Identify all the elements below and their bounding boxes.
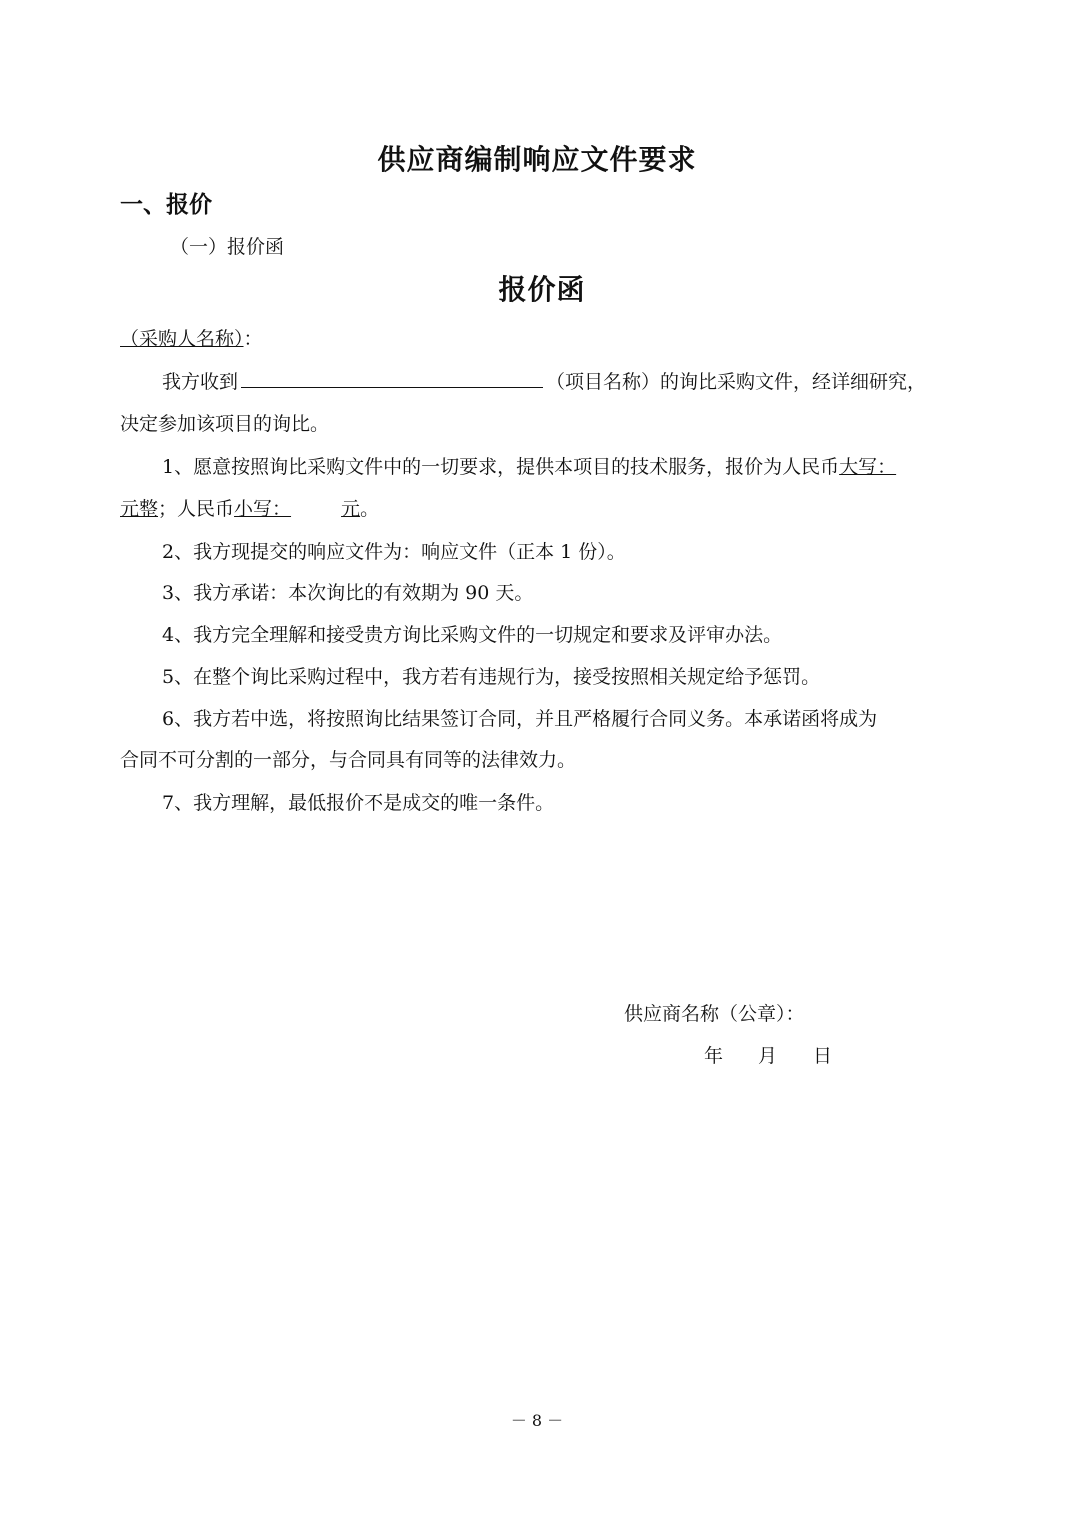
page-number: － 8 －: [510, 1411, 564, 1430]
intro-text-a: 我方收到: [162, 371, 239, 393]
date-day: 日: [813, 1045, 833, 1067]
item-4: 4、我方完全理解和接受贵方询比采购文件的一切规定和要求及评审办法。: [162, 624, 783, 646]
intro-paragraph-line1: [162, 368, 926, 396]
item-6-line2: 合同不可分割的一部分，与合同具有同等的法律效力。: [120, 749, 577, 771]
intro-text-b: （项目名称）的询比采购文件，经详细研究，: [546, 371, 927, 393]
recipient-line: [120, 325, 263, 353]
item-1-period: 。: [360, 498, 380, 520]
item-5: 5、在整个询比采购过程中，我方若有违规行为，接受按照相关规定给予惩罚。: [162, 666, 821, 688]
project-name-blank: [241, 369, 543, 388]
amount-lowercase-unit: 元: [341, 498, 361, 520]
item-1-line2: [120, 495, 379, 523]
date-year: 年: [704, 1045, 724, 1067]
item-7: 7、我方理解，最低报价不是成交的唯一条件。: [162, 792, 555, 814]
amount-uppercase-unit: 元整: [120, 498, 159, 520]
intro-paragraph-line2: 决定参加该项目的询比。: [120, 413, 330, 435]
date-month: 月: [758, 1045, 778, 1067]
item-3: 3、我方承诺：本次询比的有效期为 90 天。: [162, 582, 534, 604]
subsection-heading: （一）报价函: [170, 236, 285, 258]
document-title: 供应商编制响应文件要求: [377, 143, 697, 176]
amount-uppercase-label: 大写：: [839, 456, 897, 478]
item-1-text: 1、愿意按照询比采购文件中的一切要求，提供本项目的技术服务，报价为人民币: [162, 456, 840, 478]
item-6-line1: 6、我方若中选，将按照询比结果签订合同，并且严格履行合同义务。本承诺函将成为: [162, 708, 878, 730]
item-1-rmb-text: ；人民币: [158, 498, 235, 520]
amount-lowercase-field: [234, 498, 360, 520]
amount-lowercase-label: 小写：: [234, 498, 292, 520]
recipient-name-placeholder: （采购人名称）: [120, 328, 244, 350]
item-2: 2、我方现提交的响应文件为：响应文件（正本 1 份）。: [162, 541, 626, 563]
signature-label: 供应商名称（公章）：: [624, 1003, 805, 1025]
letter-title: 报价函: [498, 273, 586, 306]
recipient-colon: ：: [243, 328, 263, 350]
section-heading: 一、报价: [120, 192, 212, 218]
item-1-line1: [162, 453, 896, 481]
